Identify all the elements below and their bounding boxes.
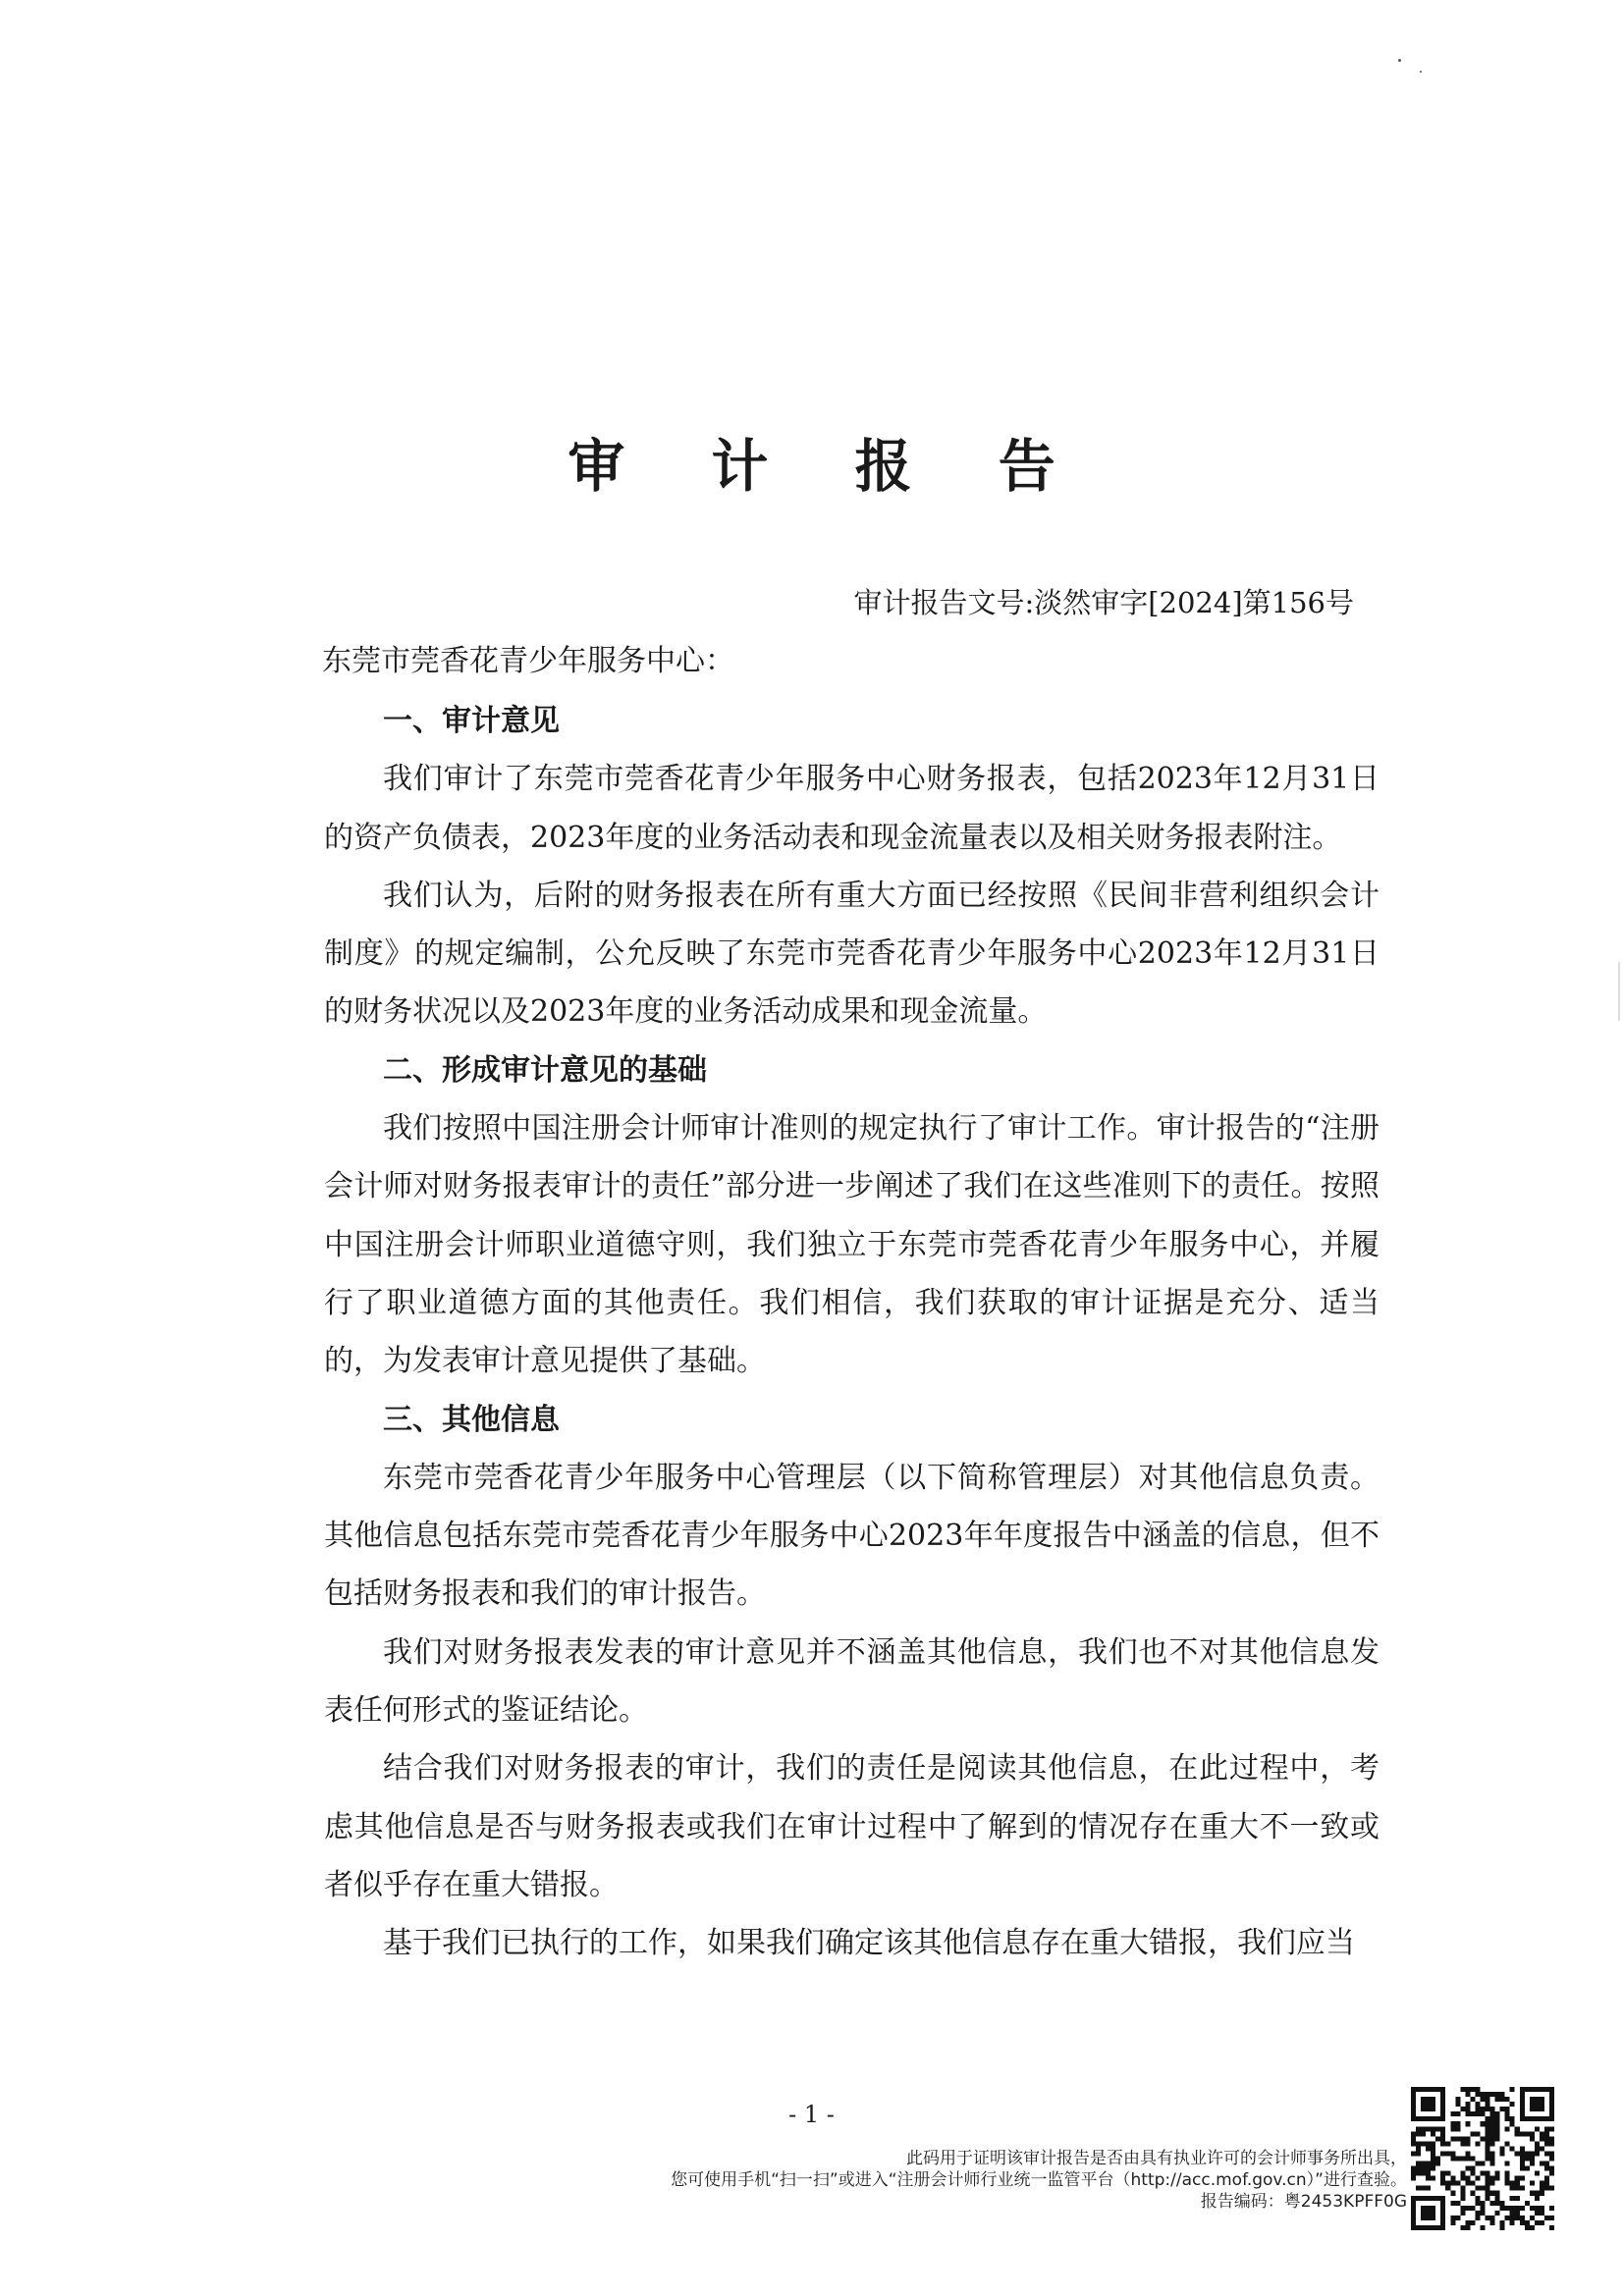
footer-line-2: 您可使用手机“扫一扫”或进入“注册会计师行业统一监管平台（http://acc.mof.gov.cn）”进行查验。	[671, 2170, 1407, 2190]
section-heading-other-info: 三、其他信息	[383, 1402, 560, 1437]
report-body	[324, 692, 1380, 1973]
page-number: - 1 -	[788, 2101, 835, 2128]
footer-report-code: 报告编码：粤2453KPFF0G	[1200, 2192, 1407, 2212]
paragraph: 我们按照中国注册会计师审计准则的规定执行了审计工作。审计报告的“注册会计师对财务报表审计的责任”部分进一步阐述了我们在这些准则下的责任。按照中国注册会计师职业道德守则，我们独立于东莞市莞香花青少年服务中心，并履行了职业道德方面的其他责任。我们相信，我们获取的审计证据是充分、适当的，为发表审计意见提供了基础。	[324, 1111, 1380, 1379]
qr-code-icon[interactable]	[1411, 2087, 1554, 2230]
footer-line-1: 此码用于证明该审计报告是否由具有执业许可的会计师事务所出具，	[906, 2149, 1407, 2168]
scan-speck	[1420, 71, 1422, 73]
addressee: 东莞市莞香花青少年服务中心：	[322, 644, 734, 678]
report-number: 审计报告文号:淡然审字[2024]第156号	[853, 586, 1354, 619]
paragraph: 结合我们对财务报表的审计，我们的责任是阅读其他信息，在此过程中，考虑其他信息是否与财务报表或我们在审计过程中了解到的情况存在重大不一致或者似乎存在重大错报。	[324, 1751, 1380, 1902]
paragraph: 我们对财务报表发表的审计意见并不涵盖其他信息，我们也不对其他信息发表任何形式的鉴证结论。	[324, 1634, 1380, 1729]
page-title: 审 计 报 告	[568, 433, 1089, 500]
scan-speck	[1398, 59, 1401, 62]
scan-edge-mark	[1618, 962, 1620, 1021]
paragraph: 东莞市莞香花青少年服务中心管理层（以下简称管理层）对其他信息负责。其他信息包括东莞市莞香花青少年服务中心2023年年度报告中涵盖的信息，但不包括财务报表和我们的审计报告。	[324, 1460, 1380, 1612]
paragraph: 我们认为，后附的财务报表在所有重大方面已经按照《民间非营利组织会计制度》的规定编制，公允反映了东莞市莞香花青少年服务中心2023年12月31日的财务状况以及2023年度的业务活动成果和现金流量。	[324, 878, 1380, 1030]
paragraph: 基于我们已执行的工作，如果我们确定该其他信息存在重大错报，我们应当	[383, 1926, 1355, 1961]
section-heading-basis: 二、形成审计意见的基础	[383, 1052, 707, 1088]
section-heading-audit-opinion: 一、审计意见	[383, 704, 560, 738]
paragraph: 我们审计了东莞市莞香花青少年服务中心财务报表，包括2023年12月31日的资产负债表，2023年度的业务活动表和现金流量表以及相关财务报表附注。	[324, 762, 1380, 855]
verification-footer	[671, 2148, 1407, 2213]
